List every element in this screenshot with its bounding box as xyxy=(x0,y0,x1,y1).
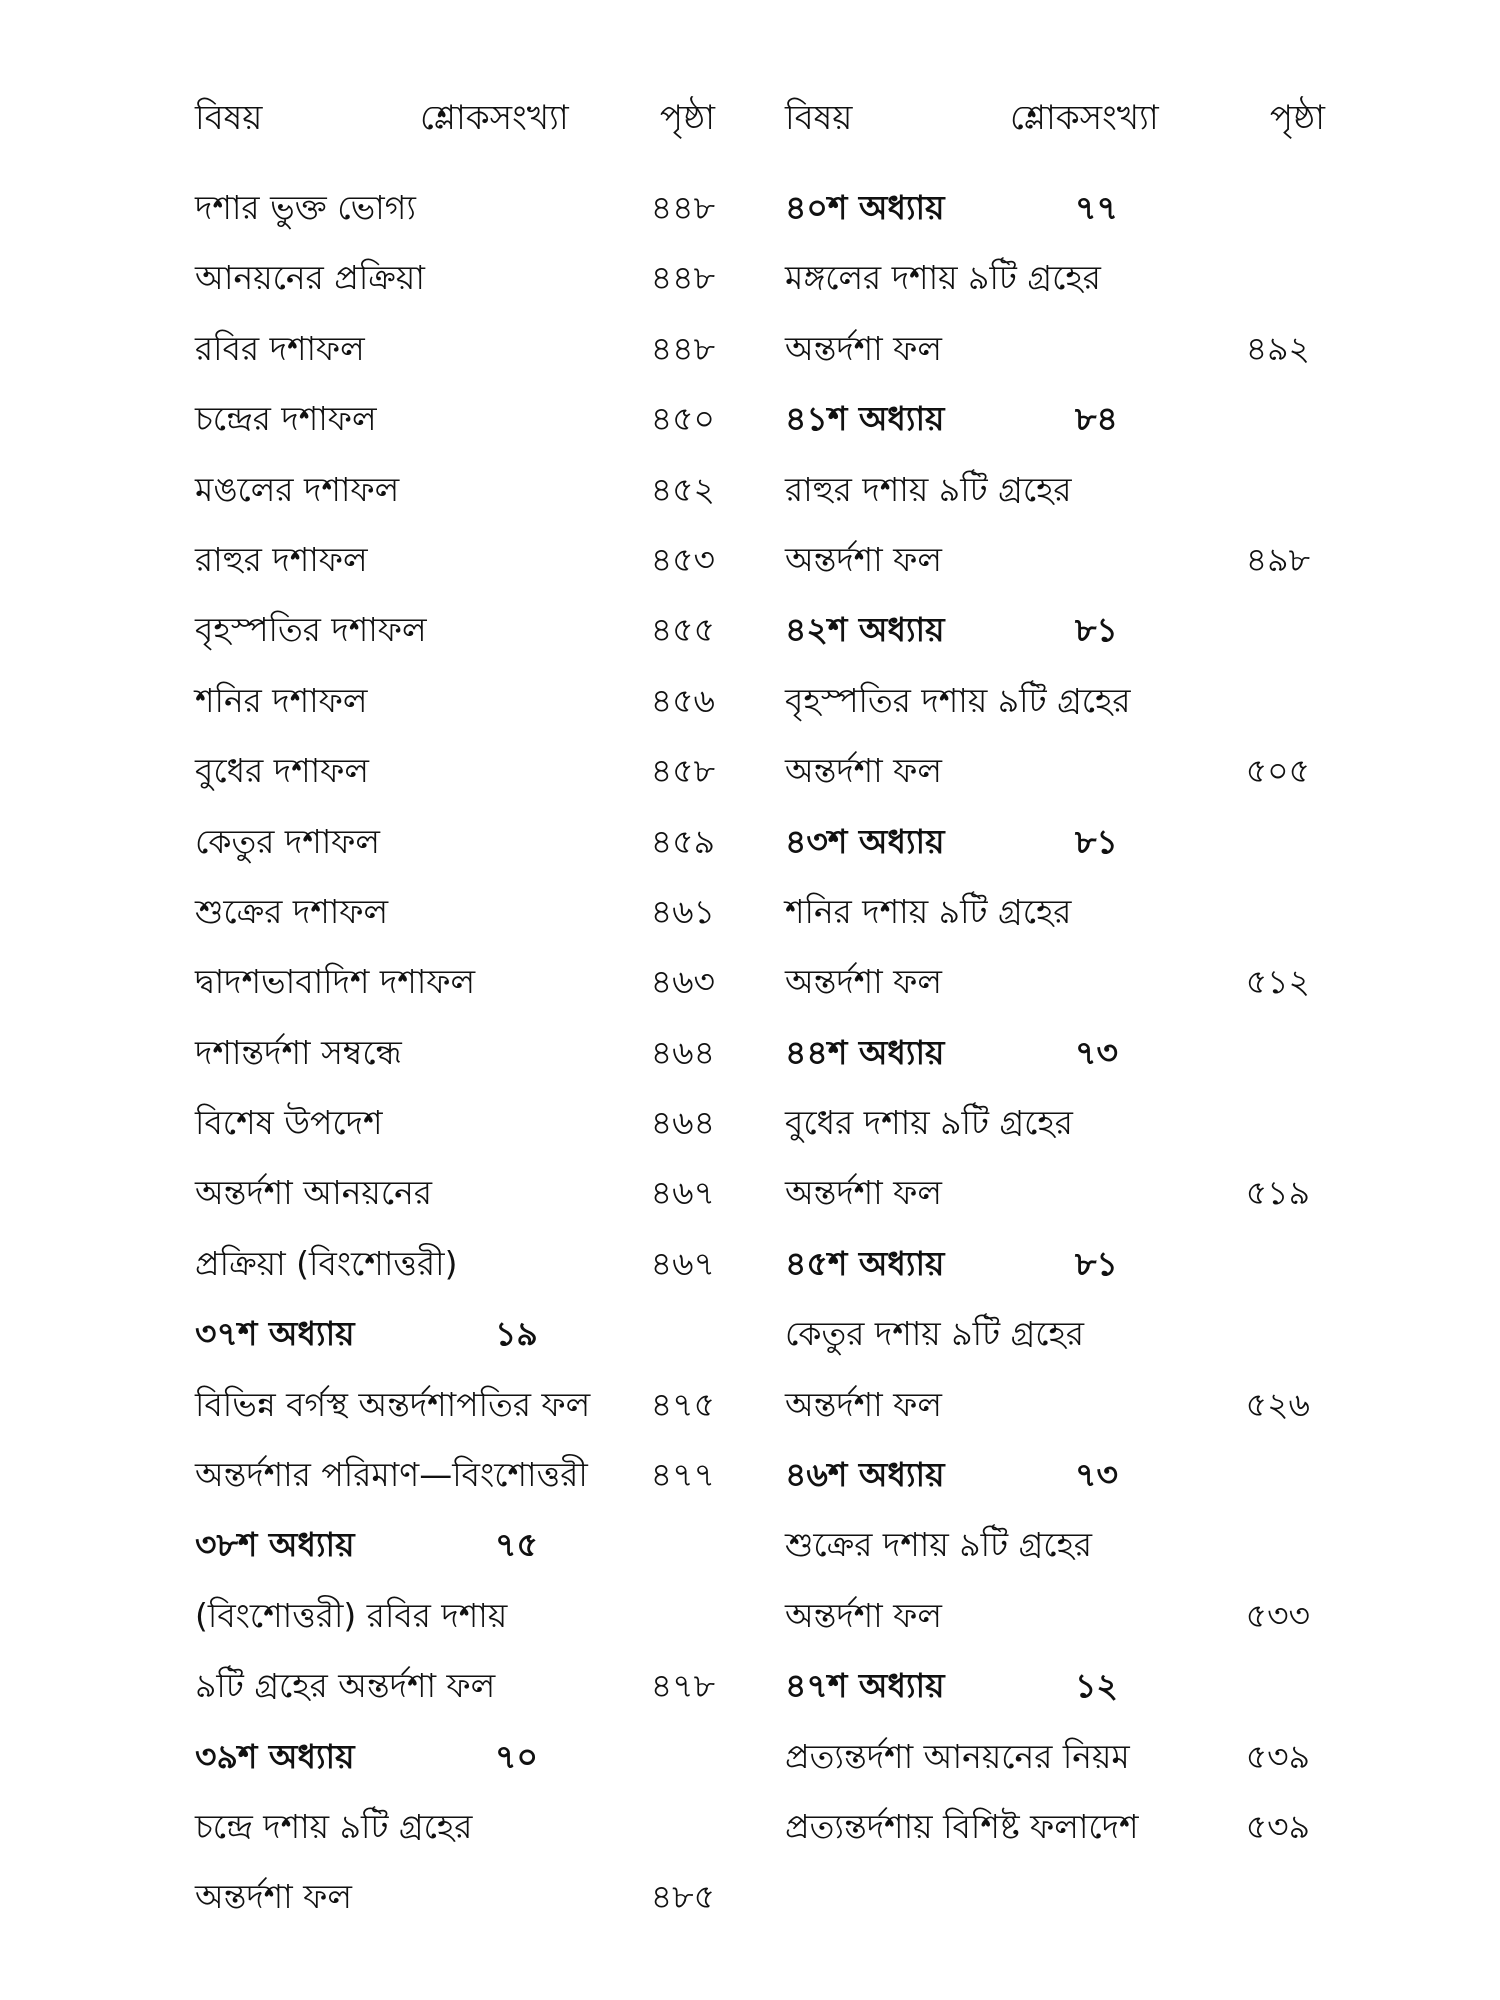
toc-header xyxy=(785,92,1325,142)
entry-page-number: ৪৪৮ xyxy=(650,258,715,298)
toc-entry xyxy=(785,1365,1325,1435)
entry-title: চন্দ্রের দশাফল xyxy=(195,399,377,439)
entry-title: শনির দশায় ৯টি গ্রহের xyxy=(785,891,1072,931)
entry-page-number: ৫১২ xyxy=(1245,962,1310,1002)
entry-page-number: ৪৫৬ xyxy=(650,680,715,720)
entry-title: ৯টি গ্রহের অন্তর্দশা ফল xyxy=(195,1666,496,1706)
chapter-heading xyxy=(785,590,1325,660)
entry-title: অন্তর্দশা ফল xyxy=(785,962,942,1002)
entry-page-number: ৪৪৮ xyxy=(650,188,715,227)
toc-entry xyxy=(195,1083,715,1153)
toc-entry xyxy=(195,1787,715,1857)
toc-entry xyxy=(195,1646,715,1716)
chapter-heading xyxy=(195,1294,715,1364)
chapter-heading xyxy=(785,802,1325,872)
toc-entry xyxy=(195,1435,715,1505)
entry-title: অন্তর্দশা ফল xyxy=(785,1595,942,1635)
entry-page-number: ৫৩৯ xyxy=(1245,1806,1310,1846)
entry-page-number: ৪৫২ xyxy=(650,469,715,509)
entry-verse-count: ৮১ xyxy=(1075,1243,1118,1283)
toc-entry xyxy=(195,942,715,1012)
header-page: পৃষ্ঠা xyxy=(659,98,715,138)
entry-title: শুক্রের দশাফল xyxy=(195,891,389,931)
toc-column-left xyxy=(195,0,715,2000)
entry-verse-count: ৭৩ xyxy=(1075,1032,1118,1072)
chapter-heading xyxy=(195,1717,715,1787)
entry-page-number: ৪৬৭ xyxy=(650,1173,715,1213)
entry-title: ৪৪শ অধ্যায় xyxy=(785,1032,945,1072)
entry-title: বৃহস্পতির দশায় ৯টি গ্রহের xyxy=(785,680,1131,720)
entry-title: বিশেষ উপদেশ xyxy=(195,1103,383,1143)
toc-entry xyxy=(785,238,1325,308)
toc-entry xyxy=(785,942,1325,1012)
entry-title: রাহুর দশাফল xyxy=(195,539,368,579)
toc-entry xyxy=(785,1505,1325,1575)
entry-verse-count: ৭৭ xyxy=(1075,188,1118,227)
toc-entry xyxy=(195,1576,715,1646)
toc-entry xyxy=(195,309,715,379)
toc-entry xyxy=(195,1224,715,1294)
entry-title: বুধের দশাফল xyxy=(195,751,369,791)
entry-page-number: ৫০৫ xyxy=(1245,751,1310,791)
entry-page-number: ৪৭৭ xyxy=(650,1455,715,1495)
toc-entry xyxy=(195,379,715,449)
entry-title: ৩৭শ অধ্যায় xyxy=(195,1314,355,1354)
entry-page-number: ৪৮৫ xyxy=(650,1877,715,1917)
entry-verse-count: ৮১ xyxy=(1075,821,1118,861)
toc-entry xyxy=(195,450,715,520)
toc-entry xyxy=(785,731,1325,801)
header-subject: বিষয় xyxy=(195,98,263,138)
entry-page-number: ৪৬৪ xyxy=(650,1103,715,1143)
toc-entry xyxy=(785,1083,1325,1153)
entry-verse-count: ৭০ xyxy=(495,1736,538,1776)
entry-title: (বিংশোত্তরী) রবির দশায় xyxy=(195,1595,508,1635)
entry-title: ৪৬শ অধ্যায় xyxy=(785,1455,945,1495)
entry-page-number: ৪৬৪ xyxy=(650,1032,715,1072)
toc-header xyxy=(195,92,715,142)
toc-entry xyxy=(785,1153,1325,1223)
entry-title: অন্তর্দশার পরিমাণ—বিংশোত্তরী xyxy=(195,1455,588,1495)
entry-title: ৩৯শ অধ্যায় xyxy=(195,1736,355,1776)
toc-entry xyxy=(195,520,715,590)
entry-title: প্রত্যন্তর্দশায় বিশিষ্ট ফলাদেশ xyxy=(785,1806,1139,1846)
entry-page-number: ৫২৬ xyxy=(1245,1384,1310,1424)
toc-entry xyxy=(785,520,1325,590)
header-verses: শ্লোকসংখ্যা xyxy=(420,98,569,138)
toc-entry xyxy=(195,802,715,872)
entry-title: রবির দশাফল xyxy=(195,328,365,368)
entry-title: কেতুর দশাফল xyxy=(195,821,381,861)
toc-entry xyxy=(195,1857,715,1927)
toc-list-left xyxy=(195,168,715,1928)
entry-title: ৪০শ অধ্যায় xyxy=(785,188,945,227)
entry-page-number: ৪৯৮ xyxy=(1245,539,1310,579)
entry-verse-count: ১২ xyxy=(1075,1666,1118,1706)
entry-title: অন্তর্দশা ফল xyxy=(195,1877,352,1917)
entry-verse-count: ৭৩ xyxy=(1075,1455,1118,1495)
entry-title: দশার ভুক্ত ভোগ্য xyxy=(195,188,416,227)
entry-page-number: ৪৬১ xyxy=(650,891,715,931)
entry-page-number: ৪৬৭ xyxy=(650,1243,715,1283)
entry-title: রাহুর দশায় ৯টি গ্রহের xyxy=(785,469,1072,509)
entry-title: আনয়নের প্রক্রিয়া xyxy=(195,258,425,298)
entry-title: মঙলের দশাফল xyxy=(195,469,400,509)
toc-entry xyxy=(785,450,1325,520)
entry-title: মঙ্গলের দশায় ৯টি গ্রহের xyxy=(785,258,1101,298)
toc-entry xyxy=(195,1013,715,1083)
entry-title: দ্বাদশভাবাদিশ দশাফল xyxy=(195,962,476,1002)
header-verses: শ্লোকসংখ্যা xyxy=(1010,98,1159,138)
entry-title: অন্তর্দশা ফল xyxy=(785,539,942,579)
entry-title: ৪১শ অধ্যায় xyxy=(785,399,945,439)
toc-entry xyxy=(785,1294,1325,1364)
chapter-heading xyxy=(785,1435,1325,1505)
chapter-heading xyxy=(785,1224,1325,1294)
entry-page-number: ৫৩৯ xyxy=(1245,1736,1310,1776)
entry-page-number: ৪৪৮ xyxy=(650,328,715,368)
entry-title: অন্তর্দশা ফল xyxy=(785,1173,942,1213)
entry-page-number: ৪৫৫ xyxy=(650,610,715,650)
entry-title: অন্তর্দশা ফল xyxy=(785,751,942,791)
entry-page-number: ৪৯২ xyxy=(1245,328,1310,368)
toc-entry xyxy=(195,1153,715,1223)
entry-title: শনির দশাফল xyxy=(195,680,368,720)
entry-page-number: ৪৬৩ xyxy=(650,962,715,1002)
toc-entry xyxy=(195,731,715,801)
toc-entry xyxy=(195,238,715,308)
header-subject: বিষয় xyxy=(785,98,853,138)
header-page: পৃষ্ঠা xyxy=(1269,98,1325,138)
toc-entry xyxy=(785,1576,1325,1646)
toc-entry xyxy=(195,1365,715,1435)
entry-title: ৪২শ অধ্যায় xyxy=(785,610,945,650)
toc-entry xyxy=(785,1717,1325,1787)
toc-entry xyxy=(195,168,715,238)
entry-page-number: ৪৭৫ xyxy=(650,1384,715,1424)
entry-title: ৪৭শ অধ্যায় xyxy=(785,1666,945,1706)
entry-title: ৩৮শ অধ্যায় xyxy=(195,1525,355,1565)
entry-title: চন্দ্রে দশায় ৯টি গ্রহের xyxy=(195,1806,473,1846)
chapter-heading xyxy=(785,1013,1325,1083)
toc-entry xyxy=(785,872,1325,942)
entry-title: বিভিন্ন বর্গস্থ অন্তর্দশাপতির ফল xyxy=(195,1384,591,1424)
entry-title: বুধের দশায় ৯টি গ্রহের xyxy=(785,1103,1073,1143)
toc-list-right xyxy=(785,168,1325,1857)
entry-title: ৪৩শ অধ্যায় xyxy=(785,821,945,861)
entry-title: শুক্রের দশায় ৯টি গ্রহের xyxy=(785,1525,1093,1565)
entry-title: প্রক্রিয়া (বিংশোত্তরী) xyxy=(195,1243,458,1283)
chapter-heading xyxy=(785,1646,1325,1716)
entry-verse-count: ৮৪ xyxy=(1075,399,1118,439)
entry-title: অন্তর্দশা আনয়নের xyxy=(195,1173,432,1213)
toc-entry xyxy=(195,590,715,660)
toc-entry xyxy=(785,309,1325,379)
entry-page-number: ৪৫০ xyxy=(650,399,715,439)
toc-entry xyxy=(195,872,715,942)
entry-verse-count: ৭৫ xyxy=(495,1525,538,1565)
toc-entry xyxy=(785,661,1325,731)
toc-entry xyxy=(785,1787,1325,1857)
toc-entry xyxy=(195,661,715,731)
entry-title: কেতুর দশায় ৯টি গ্রহের xyxy=(785,1314,1085,1354)
entry-title: প্রত্যন্তর্দশা আনয়নের নিয়ম xyxy=(785,1736,1130,1776)
entry-title: বৃহস্পতির দশাফল xyxy=(195,610,427,650)
chapter-heading xyxy=(785,168,1325,238)
entry-title: ৪৫শ অধ্যায় xyxy=(785,1243,945,1283)
entry-title: অন্তর্দশা ফল xyxy=(785,328,942,368)
entry-page-number: ৫১৯ xyxy=(1245,1173,1310,1213)
entry-page-number: ৪৫৯ xyxy=(650,821,715,861)
entry-title: অন্তর্দশা ফল xyxy=(785,1384,942,1424)
entry-page-number: ৪৫৩ xyxy=(650,539,715,579)
entry-page-number: ৫৩৩ xyxy=(1245,1595,1310,1635)
entry-page-number: ৪৫৮ xyxy=(650,751,715,791)
entry-title: দশান্তর্দশা সম্বন্ধে xyxy=(195,1032,402,1072)
entry-verse-count: ১৯ xyxy=(495,1314,538,1354)
chapter-heading xyxy=(195,1505,715,1575)
entry-page-number: ৪৭৮ xyxy=(650,1666,715,1706)
entry-verse-count: ৮১ xyxy=(1075,610,1118,650)
toc-column-right xyxy=(785,0,1325,2000)
chapter-heading xyxy=(785,379,1325,449)
